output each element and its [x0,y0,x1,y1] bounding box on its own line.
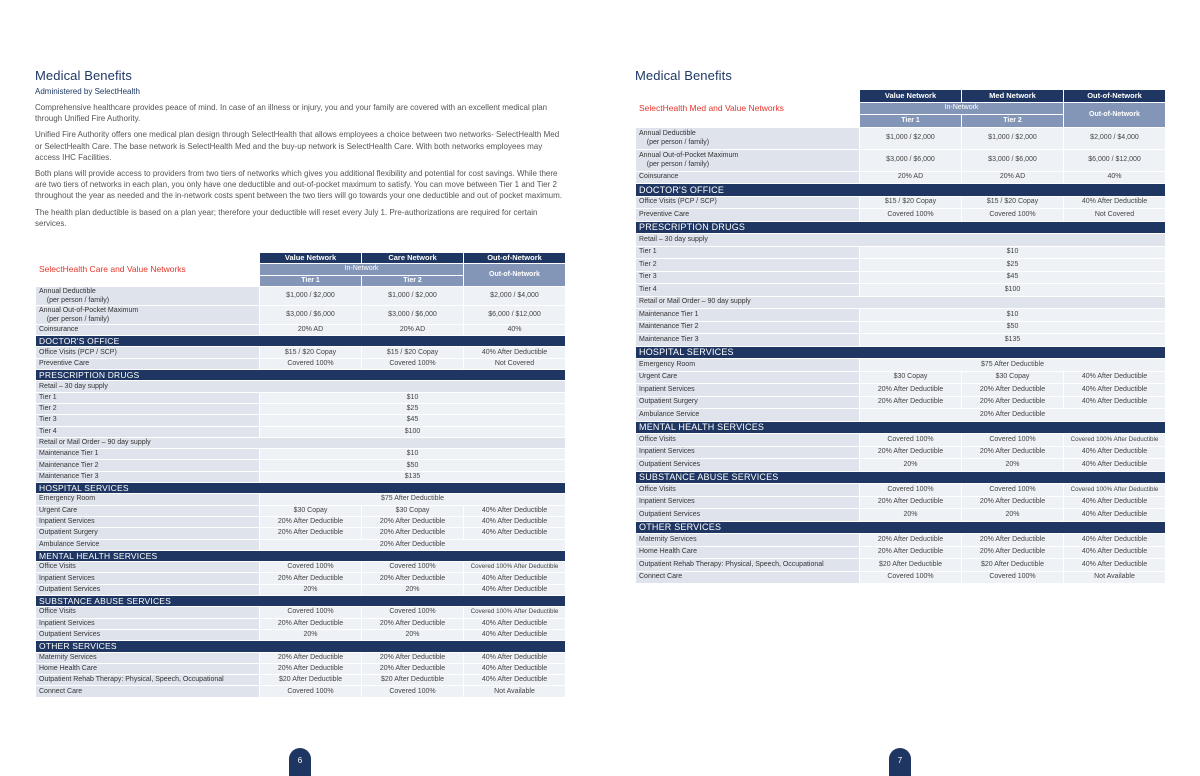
table-row: Office Visits (PCP / SCP) $15 / $20 Copay $15 / $20 Copay 40% After Deductible [36,347,566,358]
benefits-table [635,89,1166,584]
table-row: Maintenance Tier 2 $50 [36,460,566,471]
table-row: Outpatient Services 20% 20% 40% After Deductible [36,629,566,640]
table-row: Outpatient Services 20% 20% 40% After Deductible [636,509,1166,522]
table-row: Inpatient Services 20% After Deductible 20% After Deductible 40% After Deductible [636,496,1166,509]
table-row: Outpatient Services 20% 20% 40% After Deductible [36,584,566,595]
table-row: Preventive Care Covered 100% Covered 100% Not Covered [636,209,1166,222]
row-label: Annual Deductible (per person / family) [636,127,860,149]
section-header: DOCTOR'S OFFICE [636,184,1166,197]
table-row: Outpatient Surgery 20% After Deductible 20% After Deductible 40% After Deductible [636,396,1166,409]
intro-paragraph: Comprehensive healthcare provides peace of mind. In case of an illness or injury, you and your family are covered with an excellent medical plan through Unified Fire Authority. [35,103,548,124]
tier-header: Tier 1 [260,275,362,286]
table-row: Annual Deductible (per person / family) $1,000 / $2,000 $1,000 / $2,000 $2,000 / $4,000 [636,127,1166,149]
right-page [600,0,1200,776]
intro-paragraph: Both plans will provide access to providers from two tiers of networks which gives you additional flexibility and potential for cost savings. While there are two tiers of networks in each plan, you only have one deductible and out-of-pocket maximum to satisfy. You can move between Tier 1 and Tier 2 throughout the year as needed and the in-network costs spent between the two tiers will go towards your one deductible and out of pocket maximum. [35,169,562,201]
table-row: Tier 2 $25 [36,403,566,414]
page-title: Medical Benefits [635,68,732,83]
section-header: SUBSTANCE ABUSE SERVICES [636,471,1166,484]
table-row: Urgent Care $30 Copay $30 Copay 40% After Deductible [36,505,566,516]
out-of-network-header: Out-of-Network [464,264,566,287]
table-row: Outpatient Rehab Therapy: Physical, Speech, Occupational $20 After Deductible $20 After Deductible 40% After Deductible [36,675,566,686]
table-row: Annual Deductible (per person / family) $1,000 / $2,000 $1,000 / $2,000 $2,000 / $4,000 [36,286,566,305]
table-row: Retail or Mail Order – 90 day supply [636,296,1166,309]
out-of-network-header: Out-of-Network [1064,102,1166,127]
table-row: Retail or Mail Order – 90 day supply [36,437,566,448]
in-network-header: In-Network [260,264,464,275]
intro-text [35,102,565,234]
intro-paragraph: The health plan deductible is based on a plan year; therefore your deductible will reset every July 1. Pre-authorizations are required for certain services. [35,207,538,228]
table-row: Connect Care Covered 100% Covered 100% Not Available [636,571,1166,584]
page-title: Medical Benefits [35,68,132,83]
table-row: Outpatient Surgery 20% After Deductible 20% After Deductible 40% After Deductible [36,528,566,539]
in-network-header: In-Network [860,102,1064,115]
row-label: Annual Deductible (per person / family) [36,286,260,305]
table-row: Maintenance Tier 3 $135 [636,334,1166,347]
section-header: PRESCRIPTION DRUGS [36,370,566,381]
tier-header: Tier 2 [962,115,1064,128]
table-row: Maintenance Tier 1 $10 [36,449,566,460]
table-row: Tier 3 $45 [36,415,566,426]
tier-header: Tier 2 [362,275,464,286]
table-row: Tier 2 $25 [636,259,1166,272]
section-header: OTHER SERVICES [36,641,566,652]
table-row: Maintenance Tier 3 $135 [36,471,566,482]
table-row: Tier 3 $45 [636,271,1166,284]
column-header: Value Network [260,253,362,264]
section-header: HOSPITAL SERVICES [636,346,1166,359]
row-label: Annual Out-of-Pocket Maximum (per person / family) [36,305,260,324]
table-row: Inpatient Services 20% After Deductible 20% After Deductible 40% After Deductible [636,384,1166,397]
plan-label: SelectHealth Care and Value Networks [36,253,260,287]
table-row: Urgent Care $30 Copay $30 Copay 40% After Deductible [636,371,1166,384]
page-number: 6 [289,748,311,776]
table-row: Maternity Services 20% After Deductible 20% After Deductible 40% After Deductible [636,534,1166,547]
table-row: Office Visits Covered 100% Covered 100% Covered 100% After Deductible [636,484,1166,497]
section-header: MENTAL HEALTH SERVICES [36,550,566,561]
table-row: Outpatient Rehab Therapy: Physical, Speech, Occupational $20 After Deductible $20 After Deductible 40% After Deductible [636,559,1166,572]
page-number: 7 [889,748,911,776]
table-row: Coinsurance 20% AD 20% AD 40% [36,324,566,335]
table-row: Tier 1 $10 [636,246,1166,259]
table-row: Ambulance Service 20% After Deductible [636,409,1166,422]
section-header: DOCTOR'S OFFICE [36,336,566,347]
section-header: HOSPITAL SERVICES [36,483,566,494]
table-row: Emergency Room $75 After Deductible [636,359,1166,372]
table-row: Maintenance Tier 2 $50 [636,321,1166,334]
table-row: Outpatient Services 20% 20% 40% After Deductible [636,459,1166,472]
row-label: Annual Out-of-Pocket Maximum (per person / family) [636,149,860,171]
table-row: Home Health Care 20% After Deductible 20% After Deductible 40% After Deductible [36,663,566,674]
table-row: Preventive Care Covered 100% Covered 100% Not Covered [36,358,566,369]
table-row: Home Health Care 20% After Deductible 20% After Deductible 40% After Deductible [636,546,1166,559]
table-row: Tier 4 $100 [636,284,1166,297]
intro-paragraph: Unified Fire Authority offers one medical plan design through SelectHealth that allows employees a choice between two networks- SelectHealth Med or SelectHealth Care. The base network is SelectHealth Med and the buy-up network is SelectHealth Care. With both networks employees may access IHC Facilities. [35,130,560,162]
section-header: OTHER SERVICES [636,521,1166,534]
table-row: Annual Out-of-Pocket Maximum (per person / family) $3,000 / $6,000 $3,000 / $6,000 $6,000 / $12,000 [36,305,566,324]
table-row: Inpatient Services 20% After Deductible 20% After Deductible 40% After Deductible [36,516,566,527]
table-row: Coinsurance 20% AD 20% AD 40% [636,171,1166,184]
table-row: Office Visits Covered 100% Covered 100% Covered 100% After Deductible [636,434,1166,447]
table-row: Tier 4 $100 [36,426,566,437]
table-row: Connect Care Covered 100% Covered 100% Not Available [36,686,566,697]
table-row: Office Visits (PCP / SCP) $15 / $20 Copay $15 / $20 Copay 40% After Deductible [636,196,1166,209]
column-header: Care Network [362,253,464,264]
section-header: SUBSTANCE ABUSE SERVICES [36,596,566,607]
tier-header: Tier 1 [860,115,962,128]
table-row: Office Visits Covered 100% Covered 100% Covered 100% After Deductible [36,562,566,573]
section-header: MENTAL HEALTH SERVICES [636,421,1166,434]
table-row: Annual Out-of-Pocket Maximum (per person / family) $3,000 / $6,000 $3,000 / $6,000 $6,000 / $12,000 [636,149,1166,171]
section-header: PRESCRIPTION DRUGS [636,221,1166,234]
table-row: Inpatient Services 20% After Deductible 20% After Deductible 40% After Deductible [36,618,566,629]
table-row: Maternity Services 20% After Deductible 20% After Deductible 40% After Deductible [36,652,566,663]
column-header: Out-of-Network [464,253,566,264]
benefits-table [35,252,566,698]
table-row: Inpatient Services 20% After Deductible 20% After Deductible 40% After Deductible [36,573,566,584]
table-row: Tier 1 $10 [36,392,566,403]
table-row: Retail – 30 day supply [636,234,1166,247]
table-row: Office Visits Covered 100% Covered 100% Covered 100% After Deductible [36,607,566,618]
column-header: Value Network [860,90,962,103]
table-row: Retail – 30 day supply [36,381,566,392]
table-row: Inpatient Services 20% After Deductible 20% After Deductible 40% After Deductible [636,446,1166,459]
table-row: Emergency Room $75 After Deductible [36,494,566,505]
table-row: Ambulance Service 20% After Deductible [36,539,566,550]
column-header: Med Network [962,90,1064,103]
page-subtitle: Administered by SelectHealth [35,87,140,96]
table-row: Maintenance Tier 1 $10 [636,309,1166,322]
plan-label: SelectHealth Med and Value Networks [636,90,860,128]
column-header: Out-of-Network [1064,90,1166,103]
